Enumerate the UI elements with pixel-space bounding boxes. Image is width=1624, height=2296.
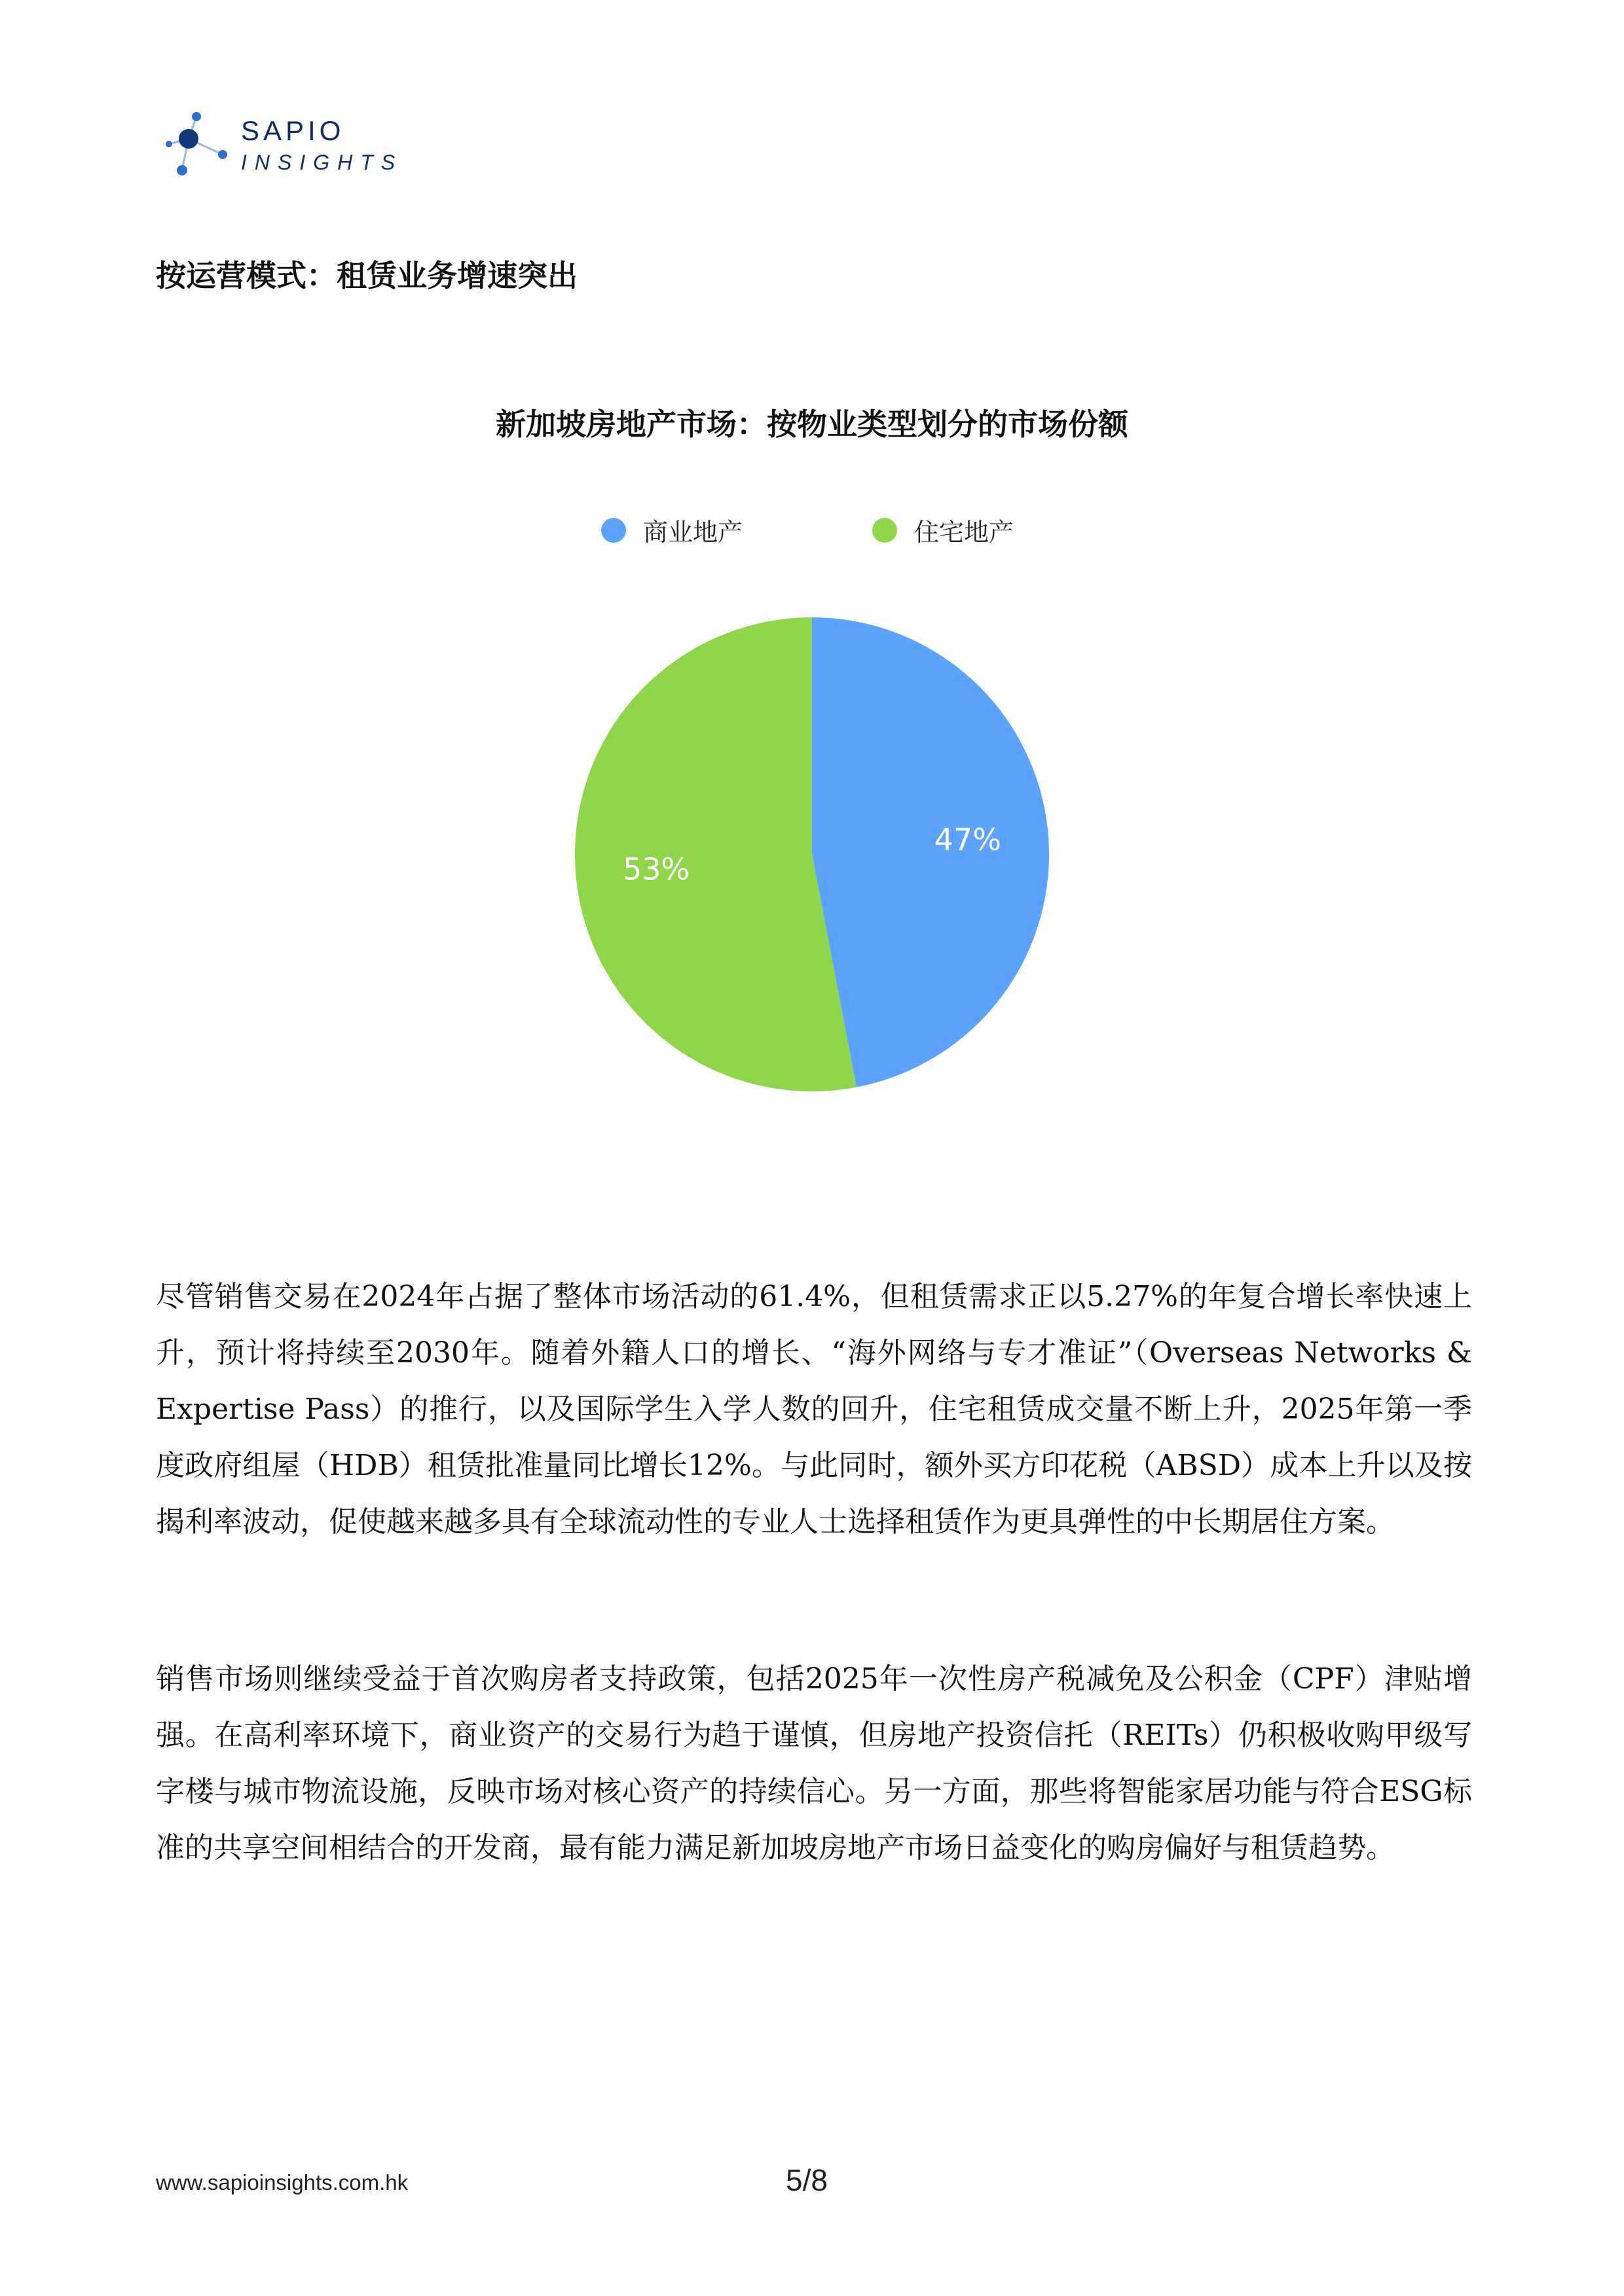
page-number: 5/8 <box>786 2163 828 2197</box>
footer-website-link[interactable]: www.sapioinsights.com.hk <box>156 2170 409 2195</box>
pie-slice-commercial <box>812 617 1049 1087</box>
pie-label-residential: 53% <box>623 851 690 887</box>
section-heading: 按运营模式：租赁业务增速突出 <box>156 258 578 293</box>
chart-title: 新加坡房地产市场：按物业类型划分的市场份额 <box>496 407 1128 442</box>
logo-tagline-text: INSIGHTS <box>241 151 403 174</box>
pie-label-commercial: 47% <box>934 822 1001 858</box>
logo-brand-text: SAPIO <box>241 115 345 146</box>
legend-label-commercial: 商业地产 <box>643 518 743 547</box>
body-paragraph-sales: 销售市场则继续受益于首次购房者支持政策，包括2025年一次性房产税减免及公积金（CPF）津贴增强。在高利率环境下，商业资产的交易行为趋于谨慎，但房地产投资信托（REITs）仍积极收购甲级写字楼与城市物流设施，反映市场对核心资产的持续信心。另一方面，那些将智能家居功能与符合ESG标准的共享空间相结合的开发商，最有能力满足新加坡房地产市场日益变化的购房偏好与租赁趋势。 <box>156 1662 1472 1865</box>
body-paragraph-rental: 尽管销售交易在2024年占据了整体市场活动的61.4%，但租赁需求正以5.27%的年复合增长率快速上升，预计将持续至2030年。随着外籍人口的增长、“海外网络与专才准证”（Overseas Networks & Expertise Pass）的推行，以及国际学生入学人数的回升，住宅租赁成交量不断上升，2025年第一季度政府组屋（HDB）租赁批准量同比增长12%。与此同时，额外买方印花税（ABSD）成本上升以及按揭利率波动，促使越来越多具有全球流动性的专业人士选择租赁作为更具弹性的中长期居住方案。 <box>156 1280 1472 1539</box>
legend-label-residential: 住宅地产 <box>914 518 1014 547</box>
